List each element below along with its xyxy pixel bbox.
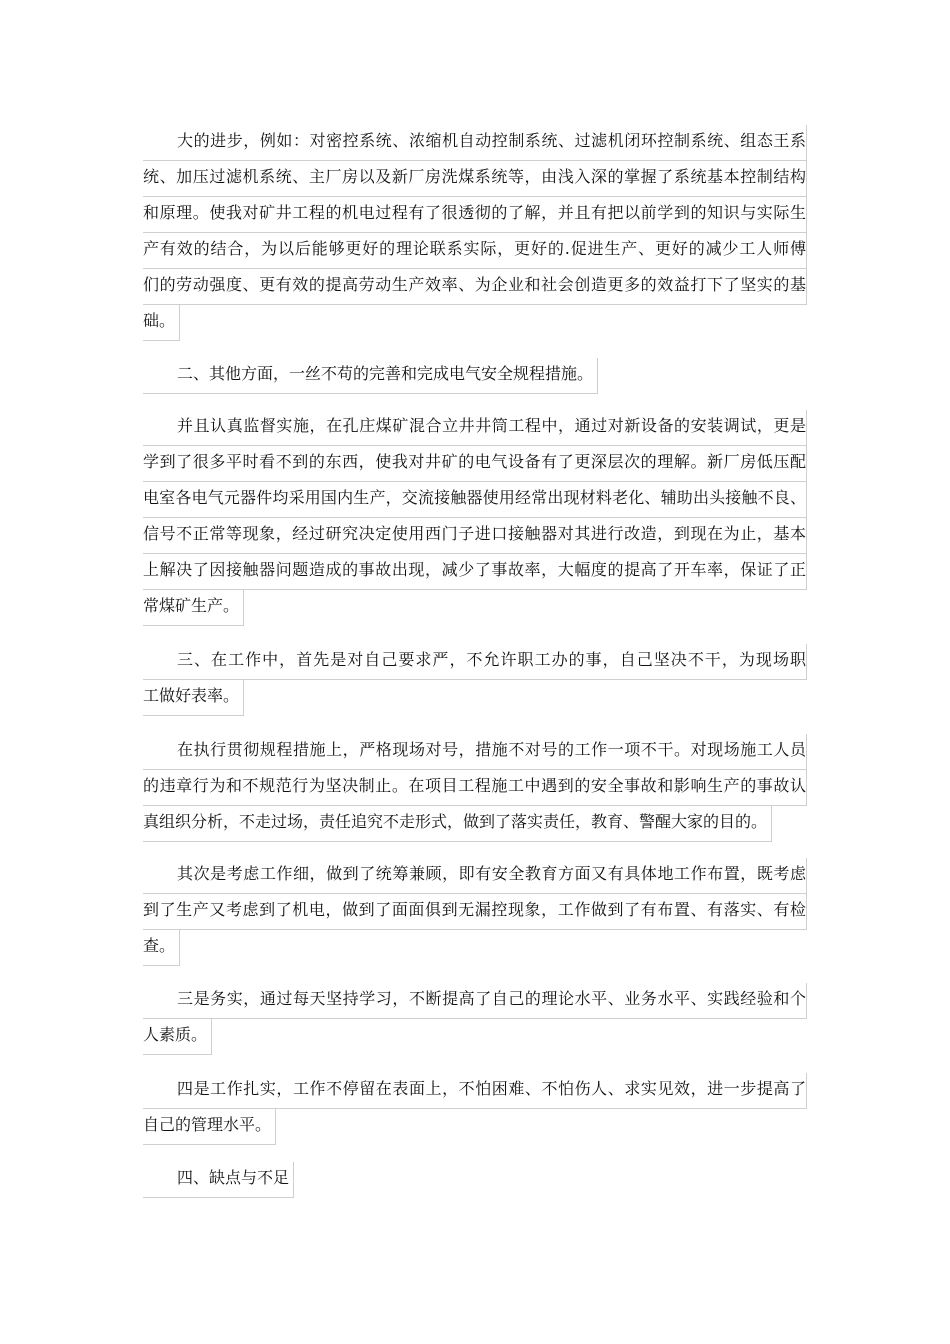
text-line: 二、其他方面，一丝不苟的完善和完成电气安全规程措施。 — [143, 358, 598, 394]
paragraph — [143, 734, 807, 846]
paragraph — [143, 125, 807, 345]
text-line: 在执行贯彻规程措施上，严格现场对号，措施不对号的工作一项不干。对现场施工人员 — [143, 734, 807, 770]
text-line: 电室各电气元器件均采用国内生产，交流接触器使用经常出现材料老化、辅助出头接触不良、 — [143, 482, 807, 518]
text-line: 自己的管理水平。 — [143, 1109, 276, 1145]
text-line: 上解决了因接触器问题造成的事故出现，减少了事故率，大幅度的提高了开车率，保证了正 — [143, 554, 807, 590]
text-line: 三是务实，通过每天坚持学习，不断提高了自己的理论水平、业务水平、实践经验和个 — [143, 983, 807, 1019]
text-line: 和原理。使我对矿井工程的机电过程有了很透彻的了解，并且有把以前学到的知识与实际生 — [143, 197, 807, 233]
text-line: 工做好表率。 — [143, 680, 244, 716]
paragraph — [143, 410, 807, 630]
section-heading — [143, 358, 807, 398]
text-line: 大的进步，例如：对密控系统、浓缩机自动控制系统、过滤机闭环控制系统、组态王系 — [143, 125, 807, 161]
text-line: 并且认真监督实施，在孔庄煤矿混合立井井筒工程中，通过对新设备的安装调试，更是 — [143, 410, 807, 446]
text-line: 统、加压过滤机系统、主厂房以及新厂房洗煤系统等，由浅入深的掌握了系统基本控制结构 — [143, 161, 807, 197]
text-line: 学到了很多平时看不到的东西，使我对井矿的电气设备有了更深层次的理解。新厂房低压配 — [143, 446, 807, 482]
text-line: 常煤矿生产。 — [143, 590, 244, 626]
text-line: 真组织分析，不走过场，责任追究不走形式，做到了落实责任，教育、警醒大家的目的。 — [143, 806, 772, 842]
text-line: 查。 — [143, 930, 180, 966]
text-line: 础。 — [143, 305, 180, 341]
text-line: 三、在工作中，首先是对自己要求严，不允许职工办的事，自己坚决不干，为现场职 — [143, 644, 807, 680]
text-line: 四、缺点与不足 — [143, 1162, 294, 1198]
paragraph — [143, 983, 807, 1059]
text-line: 产有效的结合，为以后能够更好的理论联系实际，更好的.促进生产、更好的减少工人师傅 — [143, 233, 807, 269]
text-line: 其次是考虑工作细，做到了统筹兼顾，即有安全教育方面又有具体地工作布置，既考虑 — [143, 858, 807, 894]
paragraph — [143, 858, 807, 970]
section-heading — [143, 1162, 807, 1202]
section-heading — [143, 644, 807, 720]
text-line: 信号不正常等现象，经过研究决定使用西门子进口接触器对其进行改造，到现在为止，基本 — [143, 518, 807, 554]
text-line: 的违章行为和不规范行为坚决制止。在项目工程施工中遇到的安全事故和影响生产的事故认 — [143, 770, 807, 806]
text-line: 到了生产又考虑到了机电，做到了面面俱到无漏控现象，工作做到了有布置、有落实、有检 — [143, 894, 807, 930]
text-line: 四是工作扎实，工作不停留在表面上，不怕困难、不怕伤人、求实见效，进一步提高了 — [143, 1073, 807, 1109]
paragraph — [143, 1073, 807, 1149]
text-line: 们的劳动强度、更有效的提高劳动生产效率、为企业和社会创造更多的效益打下了坚实的基 — [143, 269, 807, 305]
text-line: 人素质。 — [143, 1019, 212, 1055]
